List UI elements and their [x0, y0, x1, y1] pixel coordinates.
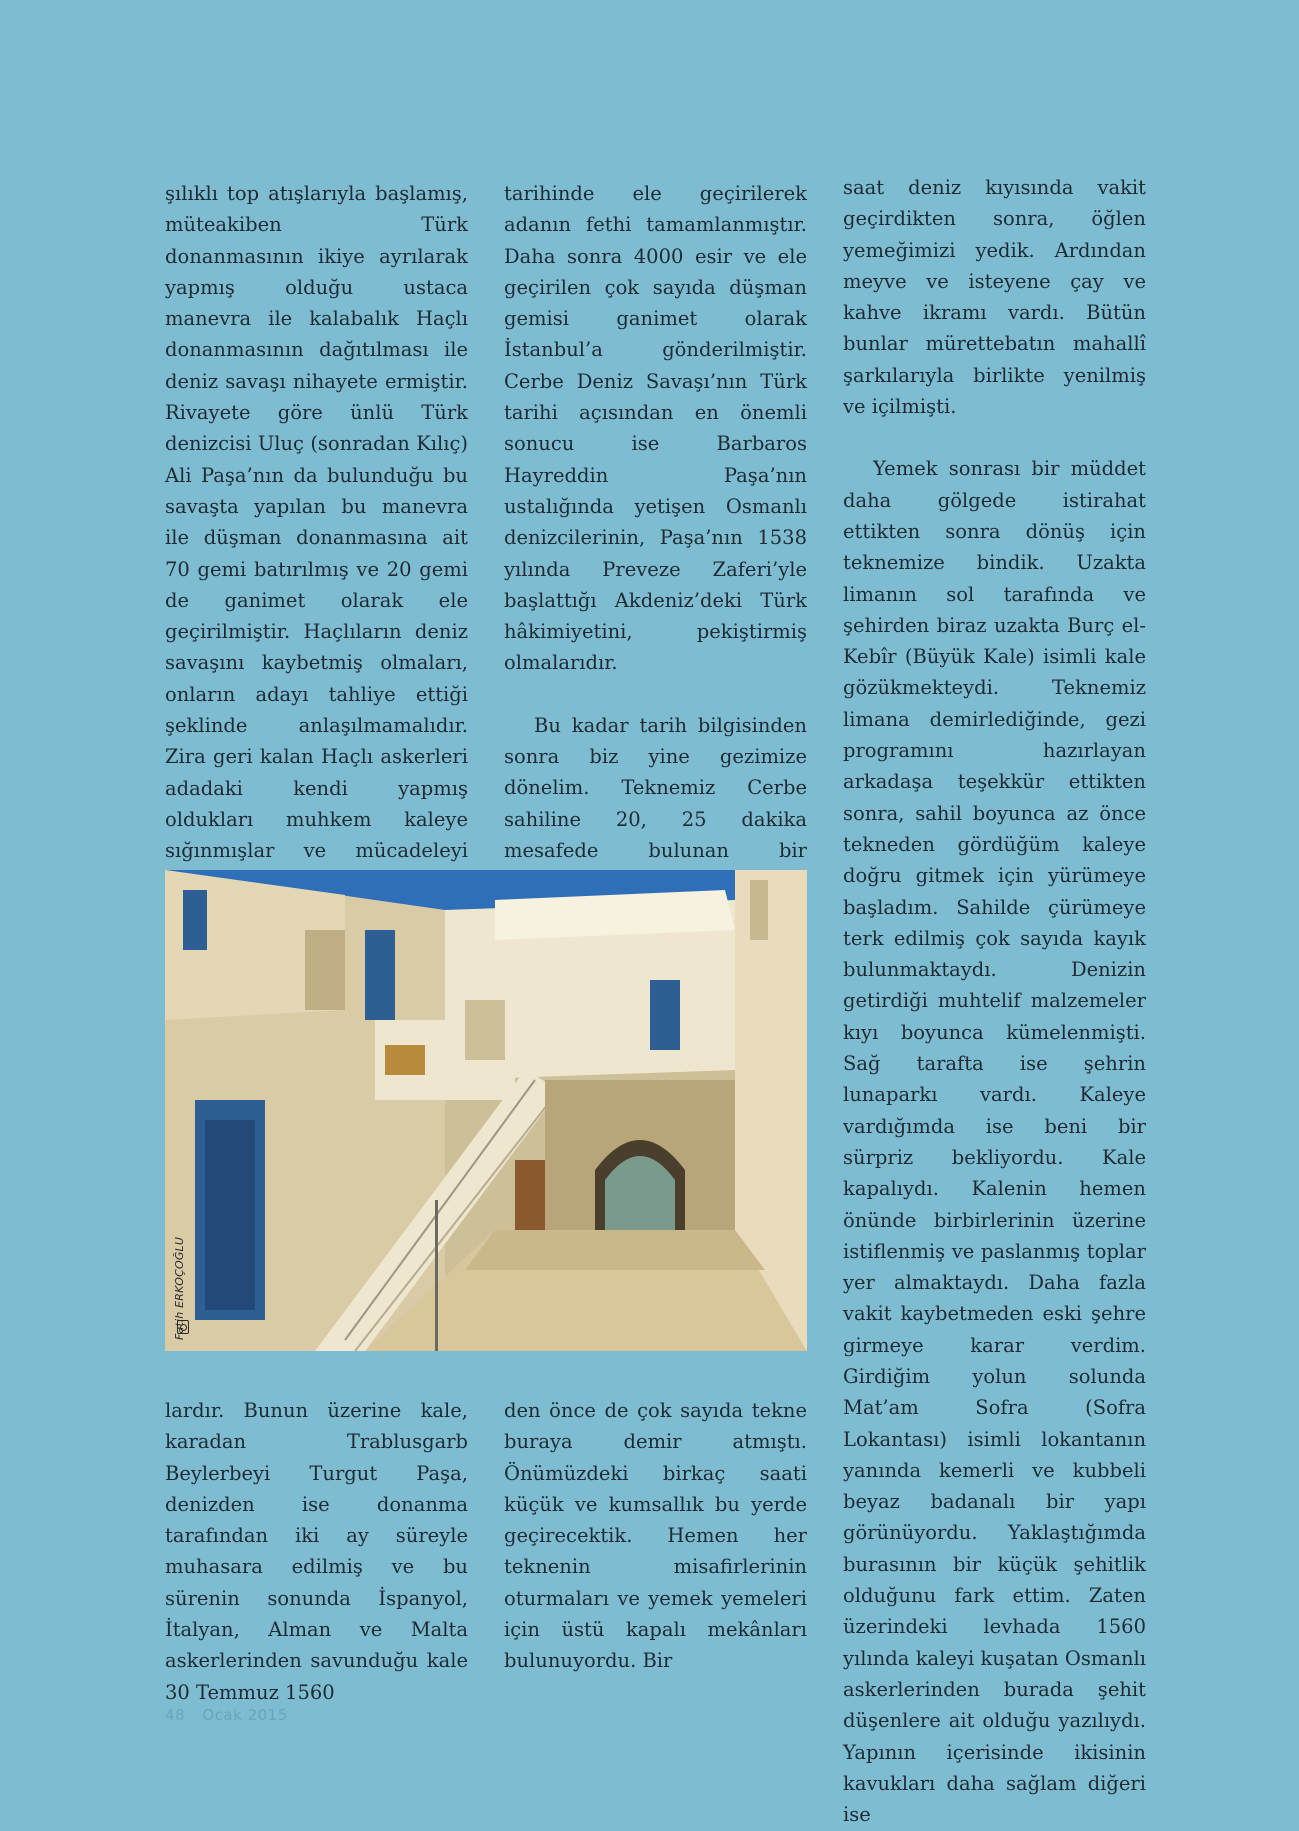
window-blue: [650, 980, 680, 1050]
street-scene-illustration: [165, 870, 807, 1351]
article-column-2-top: [504, 178, 807, 929]
page-number: 48: [165, 1706, 186, 1724]
article-column-1-top: [165, 178, 468, 898]
issue-date: Ocak 2015: [202, 1706, 288, 1724]
paragraph: tarihinde ele geçirilerek adanın fethi tamamlanmıştır. Daha sonra 4000 esir ve ele geçirilen çok sayıda düşman gemisi ganimet olarak İstanbul’a gönderilmiştir. Cerbe Deniz Savaşı’nın Türk tarihi açısından en önemli sonucu ise Barbaros Hayreddin Paşa’nın ustalığında yetişen Osmanlı denizcilerinin, Paşa’nın 1538 yılında Preveze Zaferi’yle başlattığı Akdeniz’deki Türk hâkimiyetini, pekiştirmiş olmalarıdır.: [504, 182, 807, 675]
window-blue: [183, 890, 207, 950]
paragraph: den önce de çok sayıda tekne buraya demir atmıştı. Önümüzdeki birkaç saati küçük ve kumsallık bu yerde geçirecektik. Hemen her teknenin misafirlerinin oturmaları ve yemek yemeleri için üstü kapalı mekânları bulunuyordu. Bir: [504, 1399, 807, 1673]
paragraph: Yemek sonrası bir müddet daha gölgede istirahat ettikten sonra dönüş için teknemize bindik. Uzakta limanın sol tarafında ve şehirden biraz uzakta Burç el-Kebîr (Büyük Kale) isimli kale gözükmekteydi. Teknemiz limana demirlediğinde, gezi programını hazırlayan arkadaşa teşekkür ettikten sonra, sahil boyunca az önce tekneden gördüğüm kaleye doğru gitmek için yürümeye başladım. Sahilde çürümeye terk edilmiş çok sayıda kayık bulunmaktaydı. Denizin getirdiği muhtelif malzemeler kıyı boyunca kümelenmişti. Sağ tarafta ise şehrin lunaparkı vardı. Kaleye vardığımda ise beni bir sürpriz bekliyordu. Kale kapalıydı. Kalenin hemen önünde birbirlerinin üzerine istiflenmiş ve paslanmış toplar yer almaktaydı. Daha fazla vakit kaybetmeden eski şehre girmeye karar verdim. Girdiğim yolun solunda Mat’am Sofra (Sofra Lokantası) isimli lokantanın yanında kemerli ve kubbeli beyaz badanalı bir yapı görünüyordu. Yaklaştığımda burasının bir küçük şehitlik olduğunu fark ettim. Zaten üzerindeki levhada 1560 yılında kaleyi kuşatan Osmanlı askerlerinden burada şehit düşenlere ait olduğu yazılıydı. Yapının içerisinde ikisinin kavukları daha sağlam diğeri ise: [843, 457, 1146, 1827]
paragraph: Bu kadar tarih bilgisinden sonra biz yine gezimize dönelim. Teknemiz Cerbe sahiline 20, 25 dakika mesafede bulunan bir: [504, 713, 807, 862]
article-column-1-bottom: [165, 1395, 468, 1708]
photo-credit: Fatih ERKOÇOĞLU: [173, 1236, 186, 1340]
window-blue: [365, 930, 395, 1020]
paragraph: lardır. Bunun üzerine kale, karadan Trablusgarb Beylerbeyi Turgut Paşa, denizden ise donanma tarafından iki ay süreyle muhasara edilmiş ve bu sürenin sonunda İspanyol, İtalyan, Alman ve Malta askerlerinden savunduğu kale 30 Temmuz 1560: [165, 1399, 468, 1704]
article-column-2-bottom: [504, 1395, 807, 1677]
article-column-3: [843, 172, 1146, 1830]
paragraph: saat deniz kıyısında vakit geçirdikten sonra, öğlen yemeğimizi yedik. Ardından meyve ve isteyene çay ve kahve ikramı vardı. Bütün bunlar mürettebatın mahallî şarkılarıyla birlikte yenilmiş ve içilmişti.: [843, 176, 1146, 419]
paragraph: şılıklı top atışlarıyla başlamış, müteakiben Türk donanmasının ikiye ayrılarak yapmış olduğu ustaca manevra ile kalabalık Haçlı donanmasının dağıtılması ile deniz savaşı nihayete ermiştir. Rivayete göre ünlü Türk denizcisi Uluç (sonradan Kılıç) Ali Paşa’nın da bulunduğu bu savaşta yapılan bu manevra ile düşman donanmasına ait 70 gemi batırılmış ve 20 gemi de ganimet olarak ele geçirilmiştir. Haçlıların deniz savaşını kaybetmiş olmaları, onların adayı tahliye ettiği şeklinde anlaşılmamalıdır. Zira geri kalan Haçlı askerleri adadaki kendi yapmış oldukları muhkem kaleye sığınmışlar ve mücadeleyi: [165, 182, 468, 863]
article-photo: [165, 870, 807, 1351]
page-footer: [165, 1706, 288, 1724]
